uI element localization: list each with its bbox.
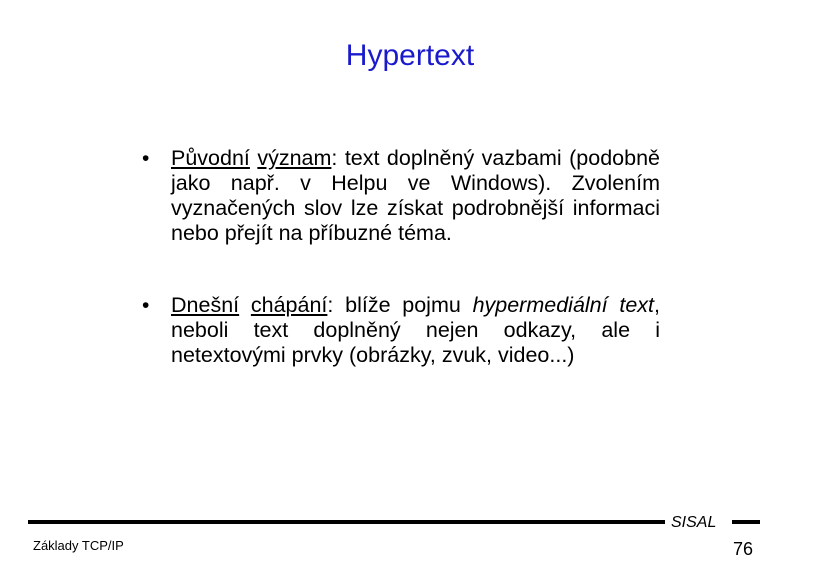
term-understanding: chápání	[250, 293, 328, 317]
bullet-mark: •	[142, 147, 150, 170]
term-current: Dnešní	[171, 293, 240, 317]
bullet-text-before: blíže pojmu	[333, 293, 473, 317]
page-number: 76	[733, 539, 754, 559]
slide-title: Hypertext	[345, 39, 475, 72]
bullet-current-meaning	[140, 293, 660, 368]
bullet-colon: :	[327, 293, 334, 317]
bullet-text: text doplněný vazbami (podobně jako např. v Helpu ve Windows). Zvolením vyznačených slov lze získat podrobnější informaci nebo přejít na příbuzné téma.	[171, 146, 660, 245]
bullet-text-after: , neboli text doplněný nejen odkazy, ale i netextovými prvky (obrázky, zvuk, video...)	[171, 293, 660, 367]
bullet-colon: :	[331, 146, 338, 170]
term-original: Původní	[171, 146, 250, 170]
footer-rule	[28, 520, 665, 524]
term-meaning: význam	[257, 146, 332, 170]
bullet-original-meaning	[140, 146, 660, 246]
footer-rule-short	[732, 520, 760, 524]
bullet-list	[140, 146, 660, 368]
hypermedia-term: hypermediální text	[472, 293, 654, 317]
footer-course-name: Základy TCP/IP	[33, 538, 124, 553]
footer-brand: SISAL	[671, 514, 717, 531]
bullet-mark: •	[142, 294, 150, 317]
